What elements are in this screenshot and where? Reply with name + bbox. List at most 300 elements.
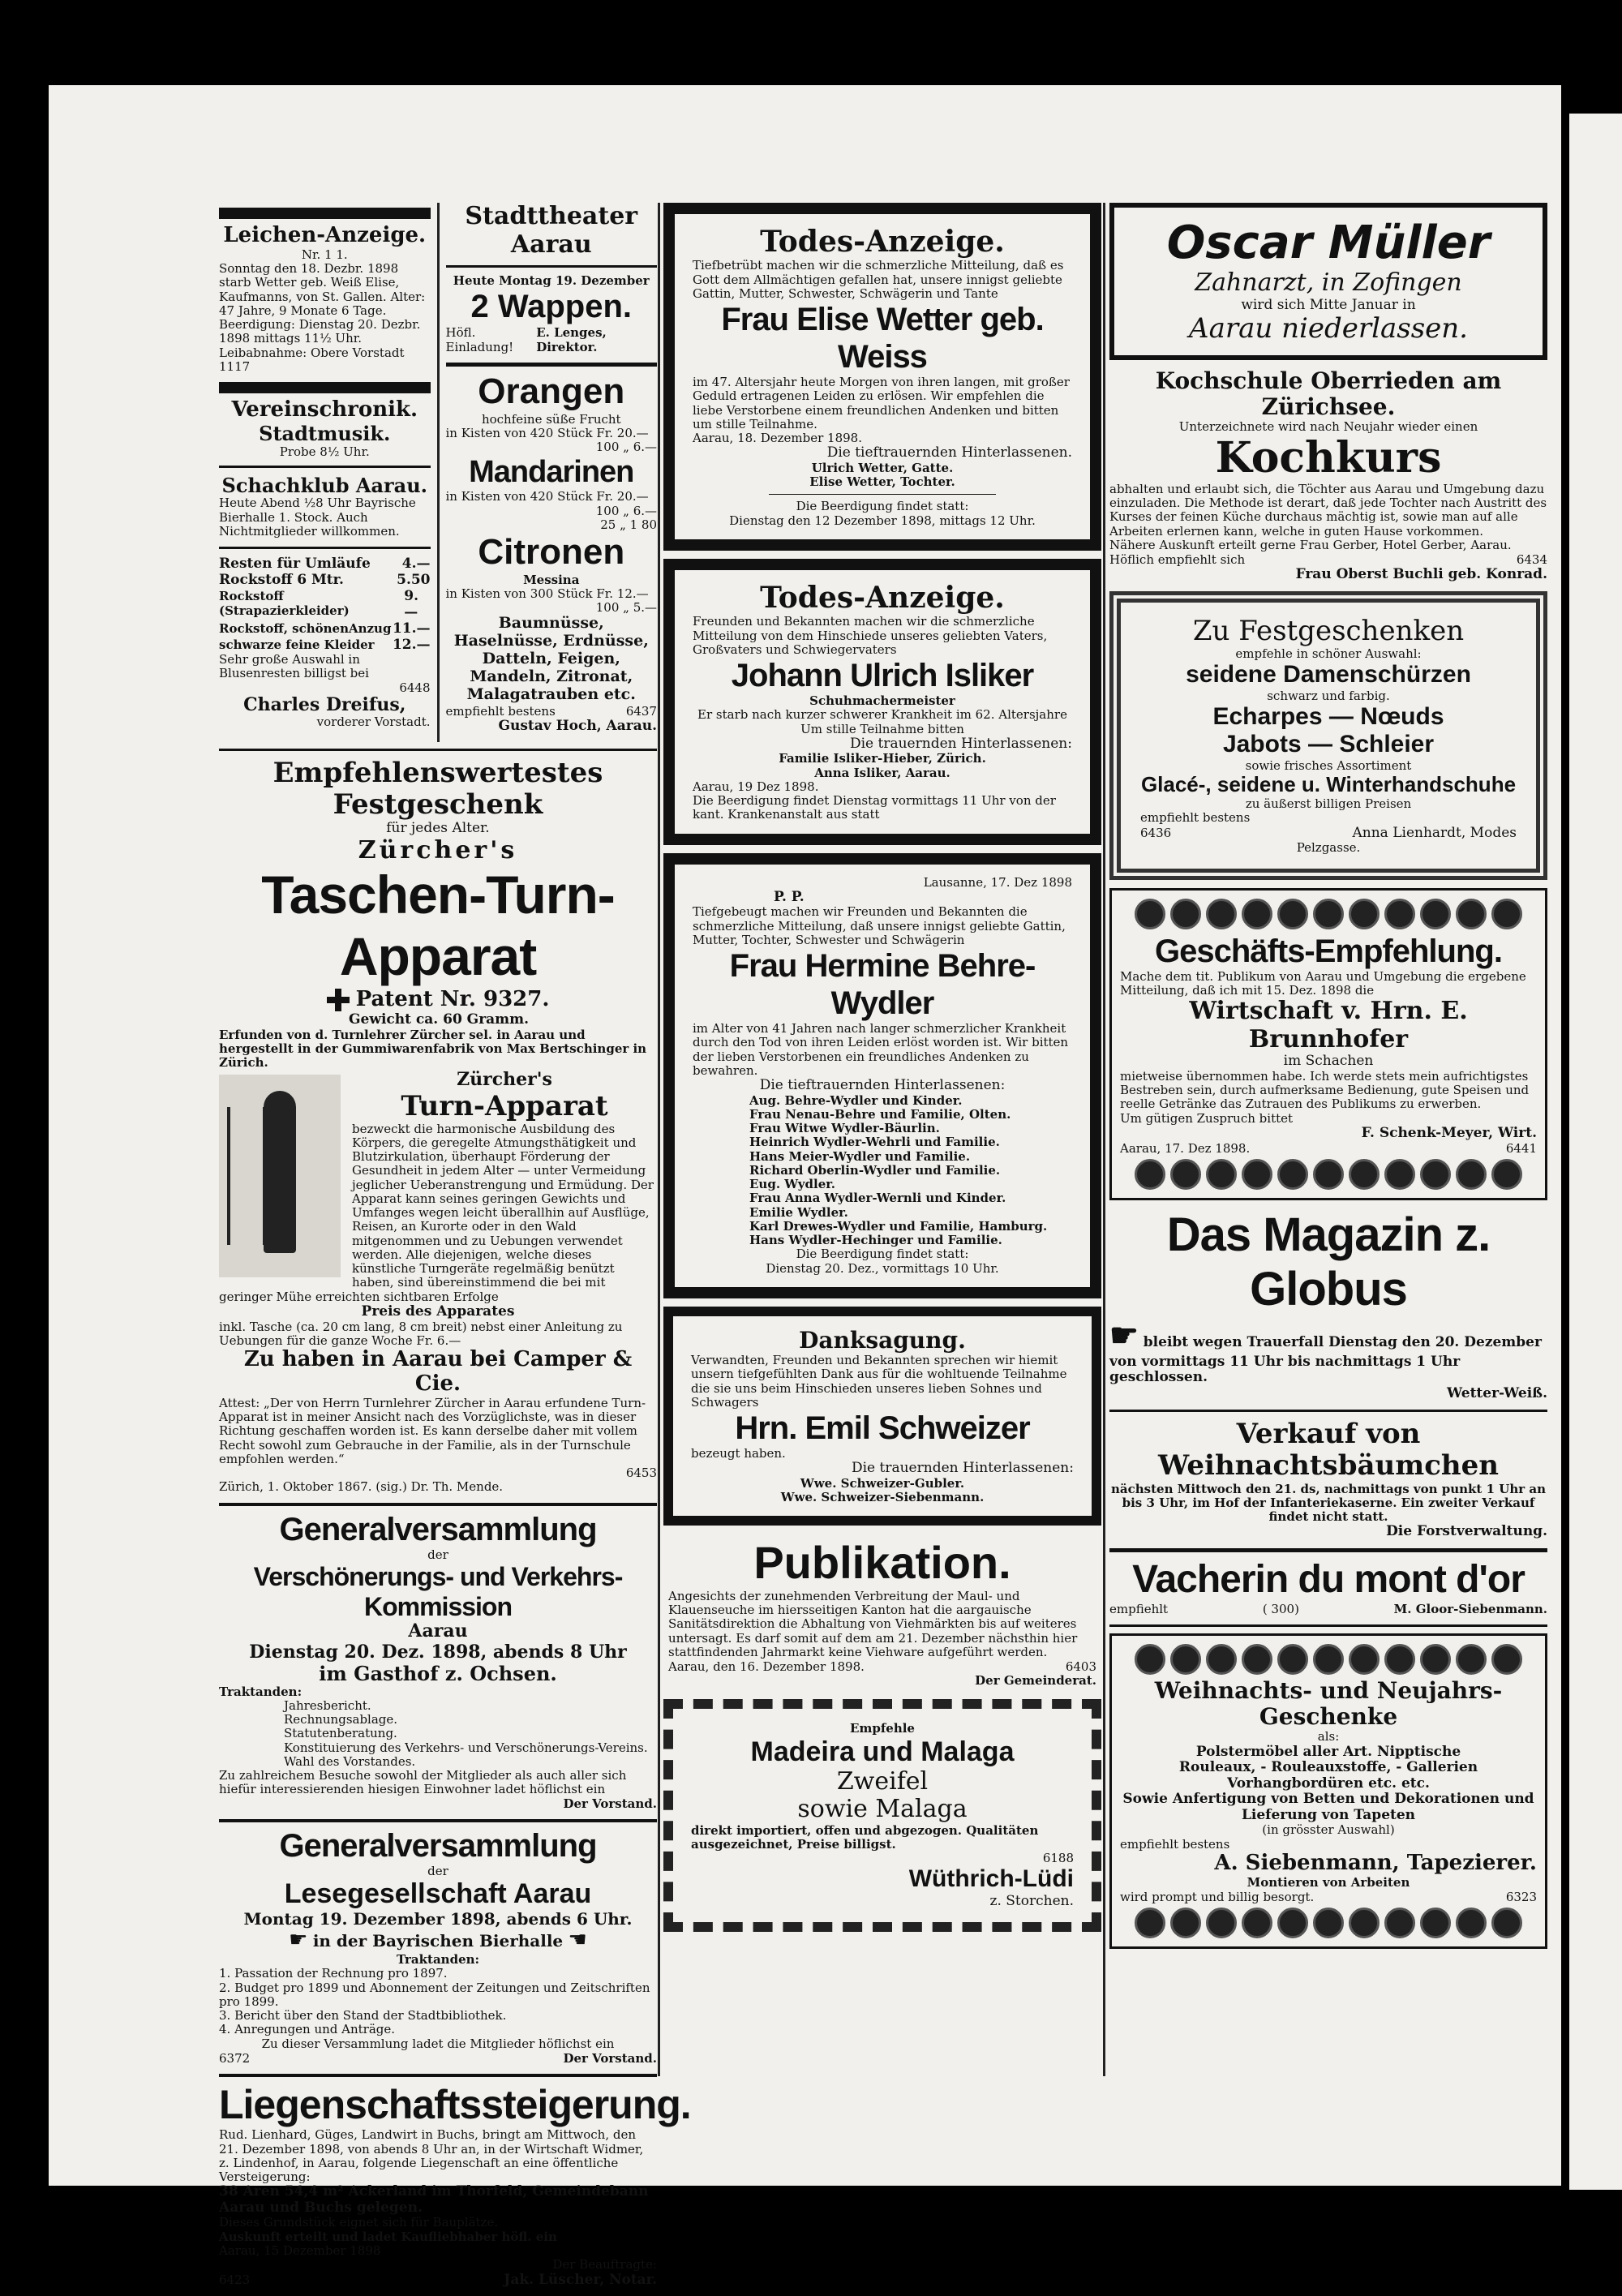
list-item: Hans Wydler-Hechinger und Familie. bbox=[749, 1233, 1002, 1248]
mand-price: in Kisten von 420 Stück Fr. 20.— bbox=[445, 489, 649, 504]
wuth-text: direkt importiert, offen und abgezogen. Qualitäten ausgezeichnet, Preise billigst. bbox=[691, 1822, 1039, 1852]
hoch-ad bbox=[446, 371, 658, 734]
koch-text: abhalten und erlaubt sich, die Töchter aus Aarau und Umgebung dazu einzuladen. Die Methode ist derart, daß jede Tochter nach Austritt des Kurses der feinen Küche durchaus mächtig ist, sowie man auf alle Arbeiten erlernen kann, welche in guten Hause vorkommen. bbox=[1109, 481, 1547, 539]
citronen-sub: Messina bbox=[523, 572, 580, 587]
globus-title: Das Magazin z. Globus bbox=[1166, 1208, 1491, 1316]
mueller-l4: Aarau niederlassen. bbox=[1189, 312, 1468, 345]
rule bbox=[219, 382, 431, 393]
gymnast-illustration bbox=[219, 1075, 341, 1277]
leichen-title: Leichen-Anzeige. bbox=[223, 223, 427, 247]
gv1-title: Generalversammlung bbox=[279, 1511, 597, 1547]
schachklub-text: Heute Abend ½8 Uhr Bayrische Bierhalle 1. Stock. Auch Nichtmitglieder willkommen. bbox=[219, 496, 416, 539]
fest-l3a: Jabots bbox=[1222, 731, 1302, 758]
row-price: 12.— bbox=[392, 637, 431, 654]
ornament-dot bbox=[1206, 1644, 1237, 1675]
rule bbox=[219, 1503, 657, 1506]
gv2-org: Lesegesellschaft Aarau bbox=[284, 1878, 592, 1910]
rule bbox=[446, 265, 658, 268]
fest-addr: Pelzgasse. bbox=[1296, 840, 1361, 856]
gesch-sign: F. Schenk-Meyer, Wirt. bbox=[1361, 1124, 1537, 1141]
tod2-title: Todes-Anzeige. bbox=[760, 580, 1005, 615]
list-item: Frau Witwe Wydler-Bäurlin. bbox=[749, 1121, 940, 1136]
tod3-pp: P. P. bbox=[774, 888, 805, 905]
row-label: Rockstoff (Strapazierkleider) bbox=[219, 589, 350, 619]
tod3-place: Lausanne, 17. Dez 1898 bbox=[923, 874, 1072, 890]
tod1-date: Aarau, 18. Dezember 1898. bbox=[693, 431, 862, 446]
tod1-p2: Elise Wetter, Tochter. bbox=[809, 474, 955, 490]
ornament-dot bbox=[1491, 1644, 1522, 1675]
mand-price2: 100 „ 6.— bbox=[595, 503, 658, 518]
list-item: Richard Oberlin-Wydler und Familie. bbox=[749, 1162, 1001, 1178]
fest-l3b: Schleier bbox=[1339, 731, 1435, 758]
dank-name: Hrn. Emil Schweizer bbox=[735, 1410, 1030, 1447]
vach-sign: M. Gloor-Siebenmann. bbox=[1393, 1602, 1547, 1617]
stadtmusik: Stadtmusik. bbox=[259, 422, 391, 446]
list-item: Emilie Wydler. bbox=[749, 1204, 848, 1220]
sieben-name: A. Siebenmann, Tapezierer. bbox=[1214, 1850, 1537, 1875]
turn-zuhaben: Zu haben in Aarau bei Camper & Cie. bbox=[243, 1347, 633, 1396]
list-item: Hans Meier-Wydler und Familie. bbox=[749, 1148, 971, 1164]
mandarinen: Mandarinen bbox=[469, 454, 634, 489]
ornament-dot bbox=[1206, 899, 1237, 929]
dank-p2: Wwe. Schweizer-Siebenmann. bbox=[780, 1490, 985, 1505]
ad-number: 6441 bbox=[1505, 1141, 1537, 1157]
wuth-l2: Zweifel bbox=[836, 1766, 929, 1796]
gesch-footer bbox=[1120, 1141, 1537, 1156]
ornament-dot bbox=[1349, 1159, 1380, 1190]
turn-product: Taschen-Turn-Apparat bbox=[261, 865, 615, 987]
sieben-mont2: wird prompt und billig besorgt. bbox=[1120, 1890, 1315, 1905]
ornament-dot bbox=[1170, 1644, 1201, 1675]
cit-price2: 100 „ 5.— bbox=[595, 600, 658, 616]
ornament-dot bbox=[1277, 899, 1308, 929]
fest-l2b: Nœuds bbox=[1360, 702, 1444, 730]
ornament-dot bbox=[1349, 1908, 1380, 1938]
leichen-nr: Nr. 1 1. bbox=[301, 247, 348, 262]
ornament-dot bbox=[1242, 1908, 1272, 1938]
column-2 bbox=[663, 203, 1101, 1940]
lieg-title: Liegenschaftssteigerung. bbox=[219, 2081, 691, 2127]
row-price: 4.— bbox=[401, 556, 431, 573]
tod2-p2: Anna Isliker, Aarau. bbox=[814, 765, 950, 780]
fest-sub: empfehle in schöner Auswahl: bbox=[1235, 646, 1422, 661]
row-price: 5.50 bbox=[397, 572, 431, 589]
turn-apparat-ad bbox=[219, 757, 657, 1494]
turn-sub: für jedes Alter. bbox=[386, 820, 490, 837]
orangen-sub: hochfeine süße Frucht bbox=[481, 411, 621, 427]
hoch-empf: empfiehlt bestens bbox=[445, 703, 556, 719]
vach-empf: empfiehlt bbox=[1109, 1602, 1169, 1617]
tod2-beerd: Die Beerdigung findet Dienstag vormittags 11 Uhr von der kant. Krankenanstalt aus statt bbox=[693, 793, 1056, 822]
theater-footer bbox=[446, 325, 658, 354]
dank-title: Danksagung. bbox=[799, 1326, 966, 1354]
ornament-dot bbox=[1135, 1644, 1165, 1675]
koch-title: Kochschule Oberrieden am Zürichsee. bbox=[1155, 367, 1502, 420]
orangen: Orangen bbox=[478, 371, 625, 412]
dank-text: Verwandten, Freunden und Bekannten sprechen wir hiemit unsern tiefgefühlten Dank aus für die wohltuende Teilnahme die sie uns beim Hinschieden unseres lieben Sohnes und Schwagers bbox=[691, 1353, 1067, 1410]
gv2-invite: Zu dieser Versammlung ladet die Mitglieder höflichst ein bbox=[261, 2036, 615, 2051]
list-item: Frau Anna Wydler-Wernli und Kinder. bbox=[749, 1191, 1006, 1206]
tod1-p1: Ulrich Wetter, Gatte. bbox=[811, 460, 954, 475]
ornament-dot bbox=[1242, 899, 1272, 929]
festgeschenke-ad: Zu Festgeschenken empfehle in schöner Auswahl: seidene Damenschürzen schwarz und farbig. Echarpes — Nœuds Jabots — Schleier sowie frisches Assortiment Glacé-, seidene u. Winterhandschuhe zu äußerst billigen Preisen empfiehlt bestens 6436 Anna Lienhardt, Modes Pelzgasse. bbox=[1109, 591, 1547, 880]
ornament-dot bbox=[1349, 899, 1380, 929]
ornament-dot bbox=[1456, 899, 1487, 929]
vach-num: ( 300) bbox=[1262, 1602, 1299, 1617]
list-item: Aug. Behre-Wydler und Kinder. bbox=[749, 1092, 963, 1108]
gesch-zuspruch: Um gütigen Zuspruch bittet bbox=[1120, 1110, 1294, 1126]
lieg-date: Aarau, 15 Dezember 1898 bbox=[219, 2242, 381, 2258]
turn-brand: Zürcher's bbox=[358, 835, 518, 865]
ornament-dot bbox=[1491, 1159, 1522, 1190]
gv-lesegesellschaft-ad bbox=[219, 1827, 657, 2066]
tod3-beerd2: Dienstag 20. Dez., vormittags 10 Uhr. bbox=[766, 1260, 999, 1276]
orangen-price: in Kisten von 420 Stück Fr. 20.— bbox=[445, 426, 649, 441]
tod1-name: Frau Elise Wetter geb. Weiss bbox=[721, 302, 1044, 376]
list-item: Heinrich Wydler-Wehrli und Familie. bbox=[749, 1135, 1000, 1150]
orangen-price2: 100 „ 6.— bbox=[595, 440, 658, 455]
row-price: 11.— bbox=[392, 620, 431, 637]
publ-date: Aarau, den 16. Dezember 1898. bbox=[668, 1659, 865, 1675]
right-subcolumn bbox=[446, 203, 658, 742]
gv1-item: Wahl des Vorstandes. bbox=[284, 1753, 416, 1769]
list-item: Eug. Wydler. bbox=[749, 1177, 835, 1192]
danksagung bbox=[663, 1307, 1101, 1526]
ornament-dot bbox=[1420, 899, 1451, 929]
theater-director: E. Lenges, Direktor. bbox=[536, 325, 607, 355]
gv1-place: im Gasthof z. Ochsen. bbox=[319, 1662, 557, 1685]
price-row bbox=[219, 620, 431, 637]
rule bbox=[1109, 1624, 1547, 1627]
rule bbox=[219, 208, 431, 219]
tod2-date: Aarau, 19 Dez 1898. bbox=[693, 779, 819, 794]
sieben-l2: Rouleaux, - Rouleauxstoffe, - Gallerien bbox=[1178, 1759, 1478, 1776]
baum-sign: Die Forstverwaltung. bbox=[1386, 1523, 1547, 1540]
todes-anzeige-wetter bbox=[663, 203, 1101, 551]
gv-verschoenerung-ad bbox=[219, 1511, 657, 1811]
mand-price3: 25 „ 1 80 bbox=[600, 517, 658, 532]
ad-number: 6403 bbox=[1065, 1659, 1096, 1675]
publ-title: Publikation. bbox=[753, 1537, 1011, 1589]
probe: Probe 8½ Uhr. bbox=[279, 444, 370, 459]
gv2-item: 4. Anregungen und Anträge. bbox=[219, 2022, 396, 2037]
gv2-item: 2. Budget pro 1899 und Abonnement der Zeitungen und Zeitschriften pro 1899. bbox=[219, 1980, 650, 2009]
column-rule bbox=[1103, 203, 1105, 2076]
publ-sign: Der Gemeinderat. bbox=[975, 1673, 1096, 1689]
ornament-dot bbox=[1135, 899, 1165, 929]
liegenschaft-ad bbox=[219, 2081, 691, 2289]
tod2-name: Johann Ulrich Isliker bbox=[731, 658, 1034, 694]
gv1-date: Dienstag 20. Dez. 1898, abends 8 Uhr bbox=[249, 1641, 627, 1663]
list-item: Frau Nenau-Behre und Familie, Olten. bbox=[749, 1106, 1011, 1122]
row-label: Rockstoff, schönenAnzug bbox=[219, 621, 392, 637]
citronen: Citronen bbox=[478, 532, 625, 573]
baum-text: nächsten Mittwoch den 21. ds, nachmittags von punkt 1 Uhr an bis 3 Uhr, im Hof der Infanteriekaserne. Ein zweiter Verkauf findet nicht statt. bbox=[1111, 1481, 1546, 1525]
turn-desc: bezweckt die harmonische Ausbildung des Körpers, die geregelte Atmungsthätigkeit und Blutzirkulation, überhaupt Förderung der Gesundheit in jedem Alter — unter Vermeidung jeglicher Ueberanstrengung und Ermüdung. Der Apparat kann seines geringen Gewichts und Umfanges wegen leicht überallhin auf Ausflüge, Reisen, an Kurorte oder in den Wald mitgenommen und zu Uebungen verwendet werden. Alle diejenigen, welche dieses künstliche Turngeräte regelmäßig benützt haben, sind übereinstimmend die bei mit geringer Mühe erreichten sichtbaren Erfolge bbox=[219, 1121, 654, 1304]
ornament-dot bbox=[1313, 1159, 1344, 1190]
fest-l4: Glacé-, seidene u. Winterhandschuhe bbox=[1140, 772, 1517, 797]
theater-ad bbox=[446, 203, 658, 354]
sieben-l4s: (in grösster Auswahl) bbox=[1262, 1822, 1395, 1838]
rule bbox=[1109, 1548, 1547, 1552]
publikation bbox=[663, 1534, 1101, 1691]
mueller-name: Oscar Müller bbox=[1166, 217, 1491, 269]
sieben-footer bbox=[1120, 1890, 1537, 1904]
gv1-trakt-label: Traktanden: bbox=[219, 1684, 303, 1699]
gv2-der: der bbox=[427, 1863, 448, 1878]
turn-patent: Patent Nr. 9327. bbox=[355, 987, 550, 1012]
sieben-l3: Vorhangbordüren etc. etc. bbox=[1227, 1775, 1430, 1792]
globus-text: bleibt wegen Trauerfall Dienstag den 20. Dezember von vormittags 11 Uhr bis nachmittags 1 Uhr geschlossen. bbox=[1109, 1333, 1542, 1386]
lieg-text4: Auskunft erteilt und ladet Kaufliebhaber höfl. ein bbox=[219, 2229, 557, 2244]
gv2-item: 3. Bericht über den Stand der Stadtbibliothek. bbox=[219, 2008, 507, 2023]
publ-text: Angesichts der zunehmenden Verbreitung der Maul- und Klauenseuche im hiersseitigen Kanton hat die aargauische Sanitätsdirektion die Abhaltung von Viehmärkten bis auf weiteres untersagt. Es darf somit auf dem am 21. Dezember nächsthin hier stattfindenden Jahrmarkt keine Viehware aufgeführt werden. bbox=[668, 1588, 1078, 1659]
pointing-hand-icon: ☚ bbox=[568, 1928, 587, 1953]
ornament-dot bbox=[1135, 1908, 1165, 1938]
fest-l2a: Echarpes bbox=[1212, 702, 1323, 730]
tod2-p1: Familie Isliker-Hieber, Zürich. bbox=[779, 751, 986, 766]
kochschule-ad bbox=[1109, 368, 1547, 583]
ornament-dot bbox=[1170, 1159, 1201, 1190]
tod2-text2: Er starb nach kurzer schwerer Krankheit im 62. Altersjahre Um stille Teilnahme bitten bbox=[697, 707, 1067, 736]
border-ornament bbox=[1120, 1644, 1537, 1675]
ornament-dot bbox=[1313, 1908, 1344, 1938]
koch-sign: Frau Oberst Buchli geb. Konrad. bbox=[1295, 566, 1547, 583]
leichen-beerdigung: Beerdigung: Dienstag 20. Dezbr. 1898 mittags 11½ Uhr. bbox=[219, 317, 421, 346]
ornament-dot bbox=[1384, 899, 1415, 929]
rule bbox=[219, 1819, 657, 1822]
price-row bbox=[219, 556, 431, 572]
left-subcolumn bbox=[219, 203, 431, 742]
gv1-item: Rechnungsablage. bbox=[284, 1712, 398, 1727]
list-item: Karl Drewes-Wydler und Familie, Hamburg. bbox=[749, 1218, 1048, 1234]
gesch-place: im Schachen bbox=[1283, 1053, 1374, 1070]
leichen-anzeige bbox=[219, 224, 431, 374]
column-rule bbox=[658, 203, 660, 2076]
fest-l4s: zu äußerst billigen Preisen bbox=[1245, 796, 1412, 811]
ad-number: 6434 bbox=[1516, 552, 1547, 568]
ornament-dot bbox=[1491, 899, 1522, 929]
ad-number: 6448 bbox=[399, 680, 431, 695]
koch-empf: Höflich empfiehlt sich bbox=[1109, 552, 1246, 568]
wuethrich-ad bbox=[663, 1699, 1101, 1932]
fest-footer bbox=[1140, 825, 1517, 841]
cit-price: in Kisten von 300 Stück Fr. 12.— bbox=[445, 586, 649, 601]
koch-big: Kochkurs bbox=[1215, 433, 1442, 483]
tod3-people bbox=[749, 1094, 1072, 1248]
ornament-dot bbox=[1349, 1644, 1380, 1675]
wuth-name: Wüthrich-Lüdi bbox=[908, 1865, 1074, 1893]
dank-p1: Wwe. Schweizer-Gubler. bbox=[800, 1475, 965, 1491]
ad-number: 6437 bbox=[625, 703, 658, 719]
turn-attest: Attest: „Der von Herrn Turnlehrer Zürcher in Aarau erfundene Turn-Apparat ist in meiner Ansicht nach des Vorzüglichste, was in dieser Richtung geschaffen worden ist. Es kann derselbe daher mit vollem Recht sowohl zum Gebrauche in der Familie, als in der Turnschule empfohlen werden.“ bbox=[219, 1395, 646, 1466]
tod3-text2: im Alter von 41 Jahren nach langer schmerzlicher Krankheit durch den Tod von ihren Leiden erlöst worden ist. Wir bitten der lieben Verstorbenen ein freundliches Andenken zu bewahren. bbox=[693, 1021, 1069, 1078]
gesch-date: Aarau, 17. Dez 1898. bbox=[1120, 1141, 1251, 1157]
price-row bbox=[219, 637, 431, 653]
baum-title: Verkauf von Weihnachtsbäumchen bbox=[1158, 1418, 1499, 1483]
tod2-beruf: Schuhmachermeister bbox=[809, 693, 955, 709]
gesch-text2: mietweise übernommen habe. Ich werde stets mein aufrichtigstes Bestreben sein, durch aufmerksame Bedienung, gute Speisen und reelle Getränke das Zutrauen des Publikums zu erwerben. bbox=[1120, 1068, 1530, 1112]
pointing-hand-icon: ☛ bbox=[1109, 1315, 1139, 1354]
turn-gewicht: Gewicht ca. 60 Gramm. bbox=[349, 1011, 530, 1028]
sieben-empf: empfiehlt bestens bbox=[1120, 1836, 1230, 1852]
ornament-dot bbox=[1456, 1159, 1487, 1190]
figure-shape bbox=[264, 1091, 296, 1253]
gv1-item: Jahresbericht. bbox=[284, 1697, 371, 1713]
vereinschronik-title: Vereinschronik. bbox=[231, 397, 418, 423]
ornament-dot bbox=[1313, 1644, 1344, 1675]
sieben-als: als: bbox=[1317, 1729, 1340, 1745]
tod3-name: Frau Hermine Behre-Wydler bbox=[729, 948, 1036, 1022]
apparatus-shape bbox=[227, 1107, 266, 1245]
globus-sign: Wetter-Weiß. bbox=[1447, 1384, 1547, 1401]
gv2-footer bbox=[219, 2051, 657, 2066]
column-1 bbox=[219, 202, 691, 2296]
ad-number: 6372 bbox=[219, 2050, 251, 2066]
fest-l1s: schwarz und farbig. bbox=[1267, 688, 1390, 703]
hoch-footer bbox=[446, 704, 658, 719]
gv2-trakt-label: Traktanden: bbox=[396, 1952, 480, 1968]
ornament-dot bbox=[1206, 1159, 1237, 1190]
nuts: Baumnüsse, Haselnüsse, Erdnüsse, Datteln, Feigen, Mandeln, Zitronat, Malagatrauben etc. bbox=[453, 614, 649, 703]
dreifus-name: Charles Dreifus, bbox=[243, 693, 406, 715]
turn-title: Empfehlenswertestes Festgeschenk bbox=[272, 757, 603, 822]
pointing-hand-icon: ☛ bbox=[289, 1928, 308, 1953]
vach-title: Vacherin du mont d'or bbox=[1132, 1557, 1525, 1601]
ornament-dot bbox=[1420, 1159, 1451, 1190]
hoch-name: Gustav Hoch, Aarau. bbox=[498, 717, 658, 734]
lieg-footer bbox=[219, 2272, 657, 2288]
border-ornament bbox=[1120, 899, 1537, 929]
gv1-invite: Zu zahlreichem Besuche sowohl der Mitglieder als auch aller sich hiefür interessierenden hiesigen Einwohner ladet höflichst ein bbox=[219, 1768, 627, 1797]
gesch-text: Mache dem tit. Publikum von Aarau und Umgebung die ergebene Mitteilung, daß ich mit 15. Dez. 1898 die bbox=[1120, 968, 1526, 998]
ornament-dot bbox=[1170, 899, 1201, 929]
lieg-text1: Rud. Lienhard, Güges, Landwirt in Buchs, bringt am Mittwoch, den 21. Dezember 1898, von abends 8 Uhr an, in der Wirtschaft Widmer, z. Lindenhof, in Aarau, folgende Liegenschaft an eine öffentliche Versteigerung: bbox=[219, 2127, 644, 2185]
vacherin-ad bbox=[1109, 1557, 1547, 1616]
tod1-text: Tiefbetrübt machen wir die schmerzliche Mitteilung, daß es Gott dem Allmächtigen gefallen hat, unsere innigst geliebte Gattin, Mutter, Schwester, Schwägerin und Tante bbox=[693, 258, 1064, 301]
siebenmann-ad bbox=[1109, 1633, 1547, 1949]
ad-number: 6436 bbox=[1140, 826, 1172, 841]
wuth-addr: z. Storchen. bbox=[989, 1892, 1074, 1909]
lieg-sign: Jak. Lüscher, Notar. bbox=[504, 2272, 657, 2289]
wuth-l3: sowie Malaga bbox=[797, 1795, 968, 1824]
gesch-title: Geschäfts-Empfehlung. bbox=[1155, 933, 1502, 969]
gv1-item: Konstituierung des Verkehrs- und Verschönerungs-Vereins. bbox=[284, 1740, 648, 1755]
dreifus-text: Sehr große Auswahl in Blusenresten billigst bei bbox=[219, 652, 369, 681]
border-ornament bbox=[1120, 1908, 1537, 1938]
rule bbox=[219, 2074, 657, 2077]
tod3-hint: Die tieftrauernden Hinterlassenen: bbox=[759, 1077, 1006, 1094]
rule bbox=[769, 494, 997, 495]
ad-number: 6423 bbox=[219, 2272, 251, 2288]
turn-sign: Zürich, 1. Oktober 1867. (sig.) Dr. Th. Mende. bbox=[219, 1479, 504, 1495]
tod3-text: Tiefgebeugt machen wir Freunden und Bekannten die schmerzliche Mitteilung, daß unsere innigst geliebte Gattin, Mutter, Tochter, Schwester und Schwägerin bbox=[693, 904, 1066, 947]
wuth-l1: Madeira und Malaga bbox=[750, 1736, 1015, 1767]
ornament-dot bbox=[1420, 1644, 1451, 1675]
globus-ad bbox=[1109, 1208, 1547, 1401]
ornament-dot bbox=[1277, 1908, 1308, 1938]
gv1-item: Statutenberatung. bbox=[284, 1726, 397, 1741]
rule bbox=[219, 547, 431, 549]
ornament-dot bbox=[1170, 1908, 1201, 1938]
ornament-dot bbox=[1456, 1644, 1487, 1675]
gv1-sign: Der Vorstand. bbox=[563, 1796, 657, 1811]
weihnachtsbaeume-ad bbox=[1109, 1418, 1547, 1539]
gv1-der: der bbox=[427, 1547, 448, 1562]
border-ornament bbox=[1120, 1159, 1537, 1190]
schachklub-title: Schachklub Aarau. bbox=[221, 473, 428, 497]
fest-empf: empfiehlt bestens bbox=[1140, 810, 1251, 826]
gv2-date: Montag 19. Dezember 1898, abends 6 Uhr. bbox=[243, 1909, 633, 1929]
ornament-dot bbox=[1384, 1908, 1415, 1938]
koch-footer bbox=[1109, 552, 1547, 567]
ornament-dot bbox=[1206, 1908, 1237, 1938]
gv2-item: 1. Passation der Rechnung pro 1897. bbox=[219, 1966, 448, 1981]
row-label: Rockstoff 6 Mtr. bbox=[219, 572, 344, 589]
ornament-dot bbox=[1242, 1644, 1272, 1675]
subcolumn-rule bbox=[437, 203, 440, 742]
dank-bezeugt: bezeugt haben. bbox=[691, 1446, 786, 1461]
sieben-l1: Polstermöbel aller Art. Nipptische bbox=[1195, 1743, 1461, 1760]
ad-number: 6453 bbox=[625, 1466, 657, 1481]
gv2-place: in der Bayrischen Bierhalle bbox=[312, 1931, 564, 1951]
tod3-beerd: Die Beerdigung findet statt: bbox=[796, 1247, 969, 1262]
publ-footer bbox=[668, 1659, 1096, 1674]
ornament-dot bbox=[1491, 1908, 1522, 1938]
fest-l1: seidene Damenschürzen bbox=[1186, 661, 1471, 689]
row-label: schwarze feine Kleider bbox=[219, 637, 375, 653]
koch-sub: Unterzeichnete wird nach Neujahr wieder einen bbox=[1178, 418, 1478, 434]
todes-anzeige-behre bbox=[663, 853, 1101, 1298]
ornament-dot bbox=[1384, 1159, 1415, 1190]
theater-play: 2 Wappen. bbox=[470, 289, 633, 325]
dreifus-ad bbox=[219, 556, 431, 729]
lieg-text2: 38 Aren 54,4 m² Ackerland im Thorfeld, Gemeindebann Aarau und Buchs gelegen. bbox=[219, 2183, 649, 2216]
lieg-beauftr: Der Beauftragte: bbox=[552, 2257, 657, 2272]
ornament-dot bbox=[1420, 1908, 1451, 1938]
geschaefts-empfehlung bbox=[1109, 888, 1547, 1201]
fest-l3s: sowie frisches Assortiment bbox=[1245, 757, 1412, 773]
tod2-hint: Die trauernden Hinterlassenen: bbox=[849, 735, 1072, 752]
turn-erfunden: Erfunden von d. Turnlehrer Zürcher sel. in Aarau und hergestellt in der Gummiwarenfabrik von Max Bertschinger in Zürich. bbox=[219, 1027, 647, 1071]
tod1-hint: Die tieftrauernden Hinterlassenen. bbox=[826, 444, 1072, 461]
todes-anzeige-isliker bbox=[663, 559, 1101, 845]
theater-date: Heute Montag 19. Dezember bbox=[453, 273, 650, 288]
tod1-beerd: Die Beerdigung findet statt: bbox=[796, 499, 969, 514]
tod2-text: Freunden und Bekannten machen wir die schmerzliche Mitteilung von dem Hinschiede unseres geliebten Vaters, Großvaters und Schwiegervaters bbox=[693, 614, 1048, 657]
gv2-title: Generalversammlung bbox=[279, 1827, 597, 1864]
ad-number: 6323 bbox=[1505, 1890, 1537, 1905]
turn-brand2: Zürcher's bbox=[457, 1069, 552, 1091]
rule bbox=[219, 749, 657, 751]
leichen-leibabnahme: Leibabnahme: Obere Vorstadt 1117 bbox=[219, 345, 405, 374]
turn-preis: Preis des Apparates bbox=[361, 1302, 515, 1320]
column-3 bbox=[1109, 203, 1547, 1957]
ad-number: 6188 bbox=[1042, 1851, 1074, 1866]
ornament-dot bbox=[1135, 1159, 1165, 1190]
mueller-ad bbox=[1109, 203, 1547, 360]
swiss-cross-icon bbox=[327, 989, 350, 1011]
tod1-title: Todes-Anzeige. bbox=[760, 225, 1005, 259]
gv1-city: Aarau bbox=[408, 1620, 468, 1642]
lieg-text3: Dieses Grundstück eignet sich für Bauplätze. bbox=[219, 2215, 499, 2230]
dank-hint: Die trauernden Hinterlassenen: bbox=[851, 1460, 1074, 1477]
fest-title: Zu Festgeschenken bbox=[1192, 614, 1465, 647]
gv1-org: Verschönerungs- und Verkehrs-Kommission bbox=[253, 1561, 623, 1621]
leichen-text: Sonntag den 18. Dezbr. 1898 starb Wetter geb. Weiß Elise, Kaufmanns, von St. Gallen. Alter: 47 Jahre, 9 Monate 6 Tage. bbox=[219, 261, 426, 318]
turn-product2: Turn-Apparat bbox=[401, 1089, 608, 1122]
ornament-dot bbox=[1456, 1908, 1487, 1938]
